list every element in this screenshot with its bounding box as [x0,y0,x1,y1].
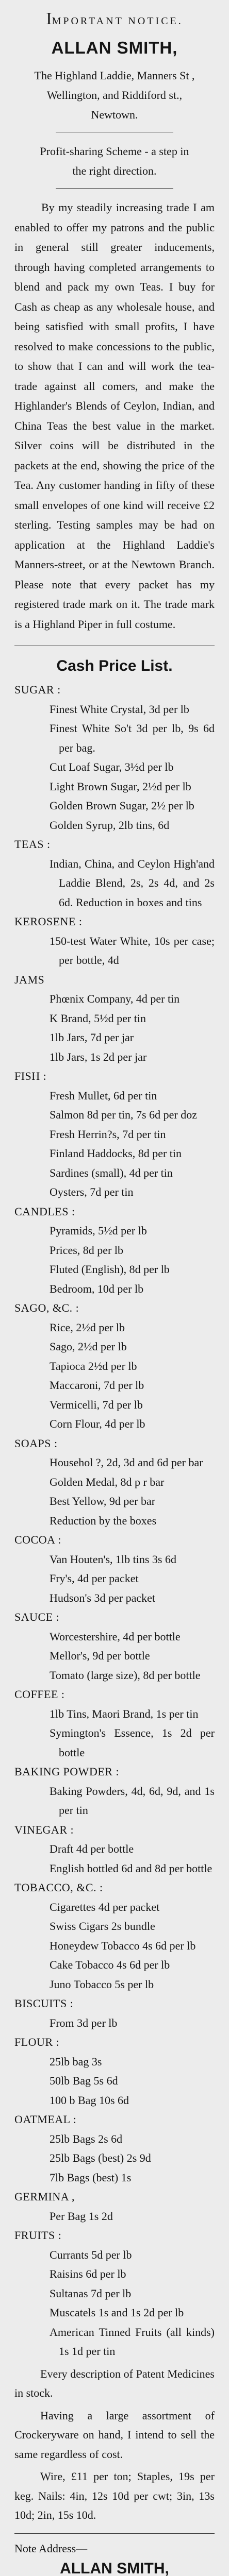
price-section [14,1994,215,2032]
price-section [14,2110,215,2187]
price-item: Fluted (English), 8d per lb [50,1263,170,1276]
price-item: Rice, 2½d per lb [50,1320,125,1334]
price-item: American Tinned Fruits (all kinds) 1s 1d per tin [50,2325,215,2358]
address-line: The Highland Laddie, Manners St , [34,69,195,82]
price-item: Reduction by the boxes [50,1514,157,1527]
price-section [14,1434,215,1531]
price-section [14,1685,215,1762]
price-item: Golden Syrup, 2lb tins, 6d [50,818,170,832]
price-item: Cake Tobacco 4s 6d per lb [50,1958,170,1971]
price-item: Raisins 6d per lb [50,2267,126,2280]
price-item: Tapioca 2½d per lb [50,1359,137,1372]
price-category: JAMS [14,973,45,986]
price-item: Oysters, 7d per tin [50,1185,134,1198]
price-item: 1lb Jars, 7d per jar [50,1031,134,1044]
price-section [14,1298,215,1434]
price-item: Cigarettes 4d per packet [50,1900,160,1913]
price-item: From 3d per lb [50,2016,118,2029]
price-item: Finland Haddocks, 8d per tin [50,1147,182,1160]
price-item: Baking Powders, 4d, 6d, 9d, and 1s per tin [50,1784,215,1817]
wire-note: Wire, £11 per ton; Staples, 19s per keg. Nails: 4in, 12s 10d per cwt; 3in, 13s 10d; 2in, 15s 10d. [14,2470,215,2521]
price-category: VINEGAR : [14,1823,74,1836]
price-item: Hudson's 3d per packet [50,1591,155,1604]
price-item: 1lb Jars, 1s 2d per jar [50,1050,147,1063]
price-item: Pyramids, 5½d per lb [50,1224,147,1237]
price-item: 25lb Bags 2s 6d [50,2132,123,2145]
price-item: Cut Loaf Sugar, 3½d per lb [50,760,174,773]
profit-line: Profit-sharing Scheme - a step in [40,145,189,158]
crockery-note: Having a large assortment of Crockeryware on hand, I intend to sell the same regardless of cost. [14,2409,215,2461]
price-category: COFFEE : [14,1688,65,1701]
price-item: 7lb Bags (best) 1s [50,2171,132,2184]
footer-merchant-name: ALLAN SMITH, [60,2560,169,2576]
price-item: Best Yellow, 9d per bar [50,1495,156,1507]
price-section [14,835,215,912]
price-item: Per Bag 1s 2d [50,2209,113,2223]
shop-address [14,66,215,125]
price-item: 150-test Water White, 10s per case; per bottle, 4d [50,934,215,967]
price-section [14,1202,215,1299]
price-item: Sardines (small), 4d per tin [50,1166,173,1179]
price-item: Indian, China, and Ceylon High'and Laddie Blend, 2s, 2s 4d, and 2s 6d. Reduction in boxes and tins [50,857,215,909]
price-section [14,2187,215,2226]
price-section [14,1530,215,1607]
price-item: Finest White So't 3d per lb, 9s 6d per bag. [50,722,215,754]
price-item: Muscatels 1s and 1s 2d per lb [50,2306,184,2319]
price-section [14,2226,215,2361]
price-item: 50lb Bag 5s 6d [50,2074,118,2087]
price-item: Fresh Mullet, 6d per tin [50,1089,157,1102]
price-section [14,680,215,835]
price-item: Juno Tobacco 5s per lb [50,1977,154,1991]
price-section [14,2032,215,2110]
price-item: Bedroom, 10d per lb [50,1282,144,1295]
price-item: Mellor's, 9d per bottle [50,1649,150,1662]
price-section [14,970,215,1067]
heading-initial: I [46,9,52,28]
price-item: Symington's Essence, 1s 2d per bottle [50,1726,215,1759]
price-item: 1lb Tins, Maori Brand, 1s per tin [50,1707,199,1720]
heading-rest: MPORTANT NOTICE. [52,15,183,27]
price-item: Worcestershire, 4d per bottle [50,1630,181,1643]
price-category: CANDLES : [14,1205,75,1218]
price-item: Currants 5d per lb [50,2248,132,2261]
address-line: Newtown. [91,108,138,121]
price-category: FRUITS : [14,2229,62,2242]
divider [14,2533,215,2534]
merchant-name: ALLAN SMITH, [51,38,178,57]
price-item: Honeydew Tobacco 4s 6d per lb [50,1939,196,1952]
price-item: K Brand, 5½d per tin [50,1011,146,1025]
address-line: Wellington, and Riddiford st., [46,89,183,101]
price-category: SAGO, &C. : [14,1301,79,1314]
divider [56,188,173,189]
price-item: Sultanas 7d per lb [50,2286,132,2300]
notice-heading [14,9,215,29]
price-category: OATMEAL : [14,2113,77,2126]
price-item: Draft 4d per bottle [50,1842,134,1855]
price-item: Salmon 8d per tin, 7s 6d per doz [50,1108,197,1121]
price-section [14,1066,215,1202]
price-item: 100 b Bag 10s 6d [50,2093,129,2107]
price-category: BISCUITS : [14,1997,74,2010]
price-item: Sago, 2½d per lb [50,1340,127,1353]
price-item: Prices, 8d per lb [50,1243,123,1257]
price-category: SOAPS : [14,1436,58,1450]
notice-body: By my steadily increasing trade I am enabled to offer my patrons and the public in general still greater inducements, through having completed arrangements to blend and pack my own Teas. I buy for Cash as cheap as any wholesale house, and being satisfied with small profits, I have resolved to make concessions to the public, to show that I can and will work the tea-trade against all comers, and make the Highlander's Blends of Ceylon, Indian, and China Teas the best value in the market. Silver coins will be distributed in the packets at the end, showing the price of the Tea. Any customer handing in fifty of these small envelopes of one kind will receive £2 sterling. Testing samples may be had on application at the Highland Laddie's Manners-street, or at the Newtown Branch. Please note that every packet has my registered trade mark on it. The trade mark is a Highland Piper in full costume. [14,201,215,631]
price-section [14,912,215,970]
price-item: Tomato (large size), 8d per bottle [50,1668,201,1682]
price-category: TOBACCO, &C. : [14,1881,103,1894]
note-address-label: Note Address— [14,2541,88,2555]
price-item: Corn Flour, 4d per lb [50,1417,145,1430]
price-item: Van Houten's, 1lb tins 3s 6d [50,1552,176,1566]
price-item: Golden Medal, 8d p r bar [50,1475,165,1488]
price-category: BAKING POWDER : [14,1765,120,1778]
price-category: SAUCE : [14,1611,60,1623]
price-category: TEAS : [14,838,51,851]
price-section [14,1820,215,1878]
price-category: SUGAR : [14,683,61,696]
price-item: 25lb Bags (best) 2s 9d [50,2151,151,2164]
price-item: Fresh Herrin?s, 7d per tin [50,1127,166,1141]
price-item: Finest White Crystal, 3d per lb [50,702,189,716]
patent-medicines-note: Every description of Patent Medicines in stock. [14,2367,215,2399]
price-section [14,1762,215,1820]
price-item: Househol ?, 2d, 3d and 6d per bar [50,1456,203,1469]
price-category: COCOA : [14,1533,61,1546]
price-item: English bottled 6d and 8d per bottle [50,1861,212,1875]
price-section [14,1607,215,1685]
price-list-sections [14,680,215,2361]
price-list-title: Cash Price List. [56,657,173,674]
price-item: Golden Brown Sugar, 2½ per lb [50,799,194,812]
price-item: Maccaroni, 7d per lb [50,1379,144,1392]
price-section [14,1878,215,1994]
price-item: Vermicelli, 7d per lb [50,1398,143,1411]
price-category: KEROSENE : [14,915,83,928]
price-category: FISH : [14,1070,47,1082]
price-item: Light Brown Sugar, 2½d per lb [50,779,191,793]
profit-line: the right direction. [72,164,157,177]
price-category: GERMINA , [14,2190,75,2203]
price-item: Fry's, 4d per packet [50,1572,139,1585]
price-category: FLOUR : [14,2036,60,2048]
price-item: Phœnix Company, 4d per tin [50,992,180,1005]
profit-sharing-line [14,142,215,181]
price-item: Swiss Cigars 2s bundle [50,1920,155,1933]
price-item: 25lb bag 3s [50,2055,102,2068]
